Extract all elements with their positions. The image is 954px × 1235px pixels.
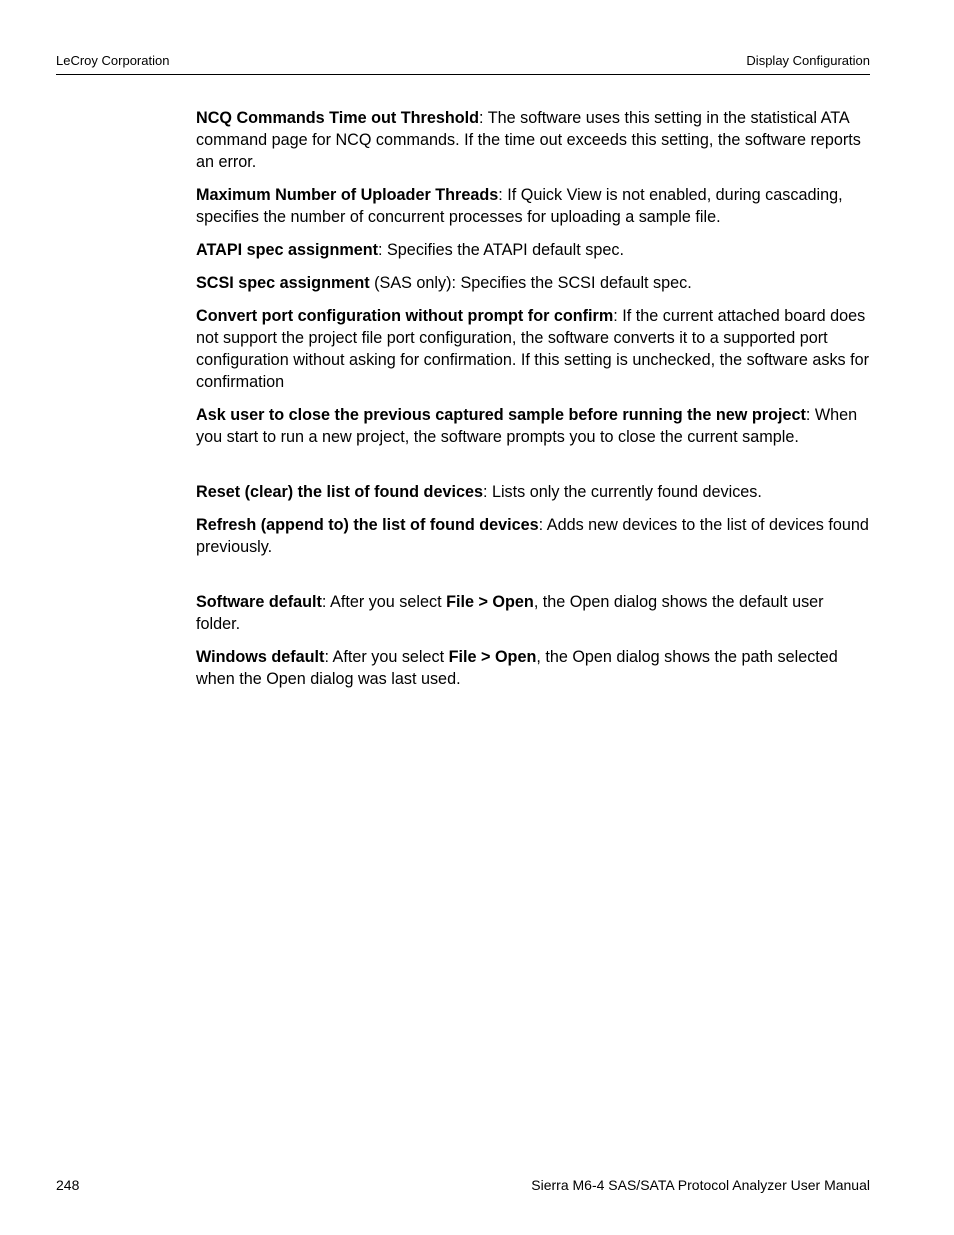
term-convert-port: Convert port configuration without prompt for confirm — [196, 307, 614, 325]
section-gap — [196, 569, 872, 591]
desc-refresh-devices: : Adds new devices to the list of devices found previously. — [196, 516, 869, 556]
desc-software-default-b: , the Open dialog shows the default user folder. — [196, 593, 824, 633]
desc-reset-devices: : Lists only the currently found devices. — [482, 483, 762, 501]
paragraph-software-default — [196, 591, 872, 635]
term-windows-default: Windows default — [196, 648, 325, 666]
paragraph-reset-devices — [196, 481, 872, 503]
footer-manual-title: Sierra M6-4 SAS/SATA Protocol Analyzer User Manual — [531, 1177, 870, 1193]
paragraph-ncq-timeout — [196, 107, 872, 173]
desc-software-default-a: : After you select — [321, 593, 447, 611]
paragraph-close-sample — [196, 404, 872, 448]
paragraph-uploader-threads — [196, 184, 872, 228]
desc-scsi-spec: (SAS only): Specifies the SCSI default spec. — [369, 274, 692, 292]
desc-atapi-spec: : Specifies the ATAPI default spec. — [378, 241, 624, 259]
term-scsi-spec: SCSI spec assignment — [196, 274, 370, 292]
page-content — [196, 107, 872, 701]
paragraph-refresh-devices — [196, 514, 872, 558]
desc-windows-default-b: , the Open dialog shows the path selected when the Open dialog was last used. — [196, 648, 838, 688]
paragraph-convert-port — [196, 305, 872, 393]
term-file-open: File > Open — [446, 593, 534, 611]
page-number: 248 — [56, 1177, 80, 1193]
term-software-default: Software default — [196, 593, 322, 611]
desc-convert-port: : If the current attached board does not support the project file port configuration, the software converts it to a supported port configuration without asking for confirmation. If this setting is unchecked, the software asks for confirmation — [196, 307, 870, 391]
desc-close-sample: : When you start to run a new project, the software prompts you to close the current sample. — [196, 406, 858, 446]
paragraph-scsi-spec — [196, 272, 872, 294]
term-reset-devices: Reset (clear) the list of found devices — [196, 483, 483, 501]
desc-ncq-timeout: : The software uses this setting in the statistical ATA command page for NCQ commands. If the time out exceeds this setting, the software reports an error. — [196, 109, 861, 171]
term-uploader-threads: Maximum Number of Uploader Threads — [196, 186, 499, 204]
header-company: LeCroy Corporation — [56, 53, 170, 68]
desc-uploader-threads: : If Quick View is not enabled, during cascading, specifies the number of concurrent processes for uploading a sample file. — [196, 186, 843, 226]
term-refresh-devices: Refresh (append to) the list of found devices — [196, 516, 539, 534]
paragraph-windows-default — [196, 646, 872, 690]
term-atapi-spec: ATAPI spec assignment — [196, 241, 379, 259]
header-section-title: Display Configuration — [746, 53, 870, 68]
page-header — [56, 53, 870, 75]
term-close-sample: Ask user to close the previous captured sample before running the new project — [196, 406, 806, 424]
term-ncq-timeout: NCQ Commands Time out Threshold — [196, 109, 480, 127]
section-gap — [196, 459, 872, 481]
term-file-open: File > Open — [448, 648, 537, 666]
desc-windows-default-a: : After you select — [324, 648, 449, 666]
paragraph-atapi-spec — [196, 239, 872, 261]
